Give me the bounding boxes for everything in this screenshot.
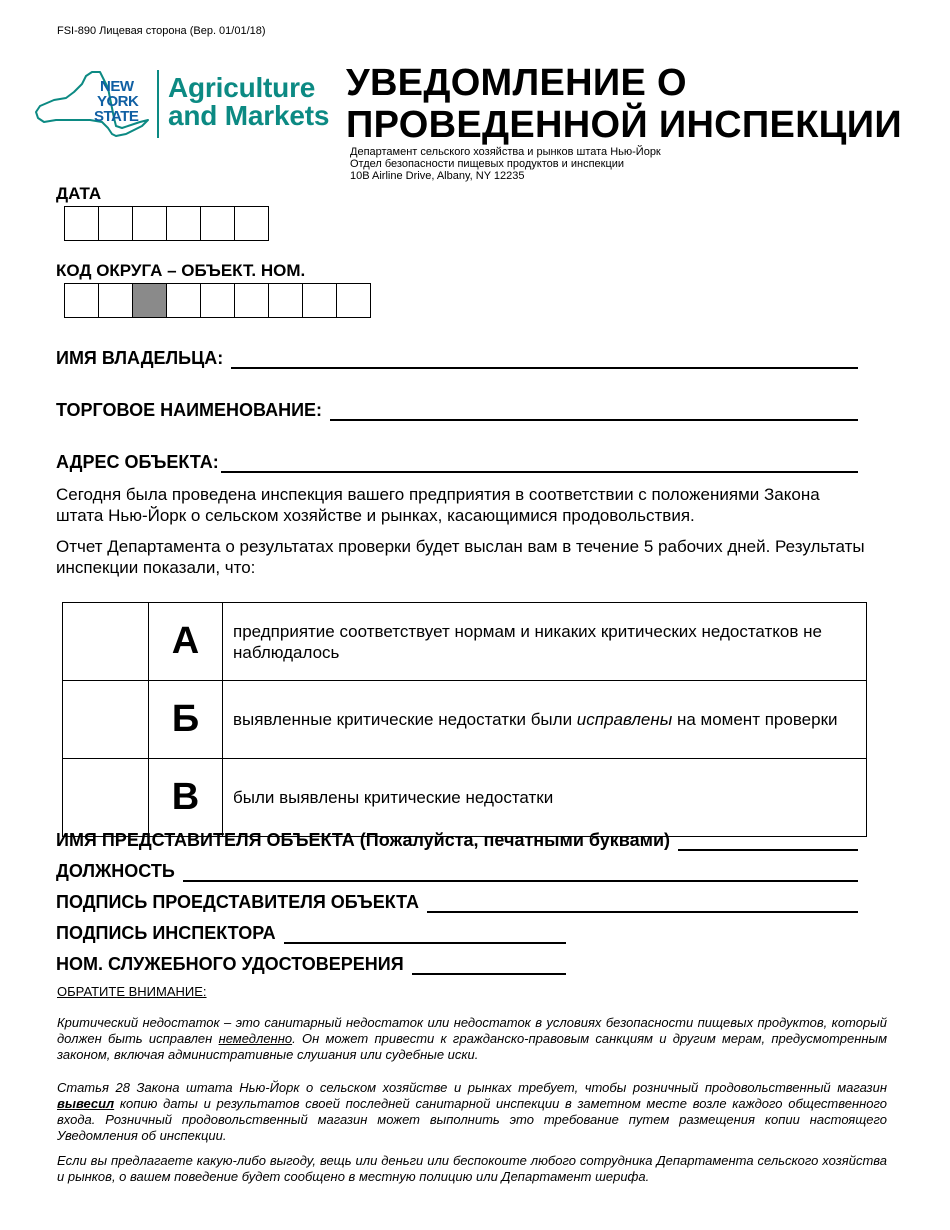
notice-p1-b: . Он может привести к гражданско-правовым санкциям и другим мерам, предусмотренным законом, включая административные слушания или судебные иски. <box>57 1031 887 1062</box>
intro-paragraph-2: Отчет Департамента о результатах проверки будет выслан вам в течение 5 рабочих дней. Результаты инспекции показали, что: <box>56 537 865 577</box>
result-text-a: предприятие соответствует нормам и никаких критических недостатков не наблюдалось <box>223 603 867 681</box>
notice-p2-bold-underline: вывесил <box>57 1096 115 1111</box>
result-text-b-italic: исправлены <box>576 710 673 729</box>
county-code-box[interactable] <box>166 283 201 318</box>
agency-line-2: and Markets <box>168 100 330 131</box>
id-number-field <box>56 954 566 975</box>
notice-paragraph-1 <box>57 1015 887 1063</box>
date-box[interactable] <box>132 206 167 241</box>
county-code-box[interactable] <box>302 283 337 318</box>
owner-name-line[interactable] <box>231 351 858 369</box>
result-text-b-before: выявленные критические недостатки были <box>233 710 577 729</box>
county-code-box[interactable] <box>336 283 371 318</box>
page-title <box>346 62 902 146</box>
title-line-2: ПРОВЕДЕННОЙ ИНСПЕКЦИИ <box>346 104 902 146</box>
rep-name-label: ИМЯ ПРЕДСТАВИТЕЛЯ ОБЪЕКТА (Пожалуйста, печатными буквами) <box>56 830 671 850</box>
date-box[interactable] <box>200 206 235 241</box>
result-check-cell-b[interactable] <box>63 681 149 759</box>
trade-name-field <box>56 400 858 421</box>
result-letter-b: Б <box>149 681 223 759</box>
facility-address-field <box>56 452 858 473</box>
date-boxes <box>64 206 269 241</box>
date-label: ДАТА <box>56 184 102 203</box>
title-line[interactable] <box>183 866 858 882</box>
department-address <box>350 146 661 182</box>
result-check-cell-v[interactable] <box>63 759 149 837</box>
date-box[interactable] <box>98 206 133 241</box>
title-line-1: УВЕДОМЛЕНИЕ О <box>346 62 687 104</box>
trade-name-line[interactable] <box>330 403 858 421</box>
inspector-signature-field <box>56 923 566 944</box>
intro-paragraph-1: Сегодня была проведена инспекция вашего предприятия в соответствии с положениями Закона штата Нью-Йорк о сельском хозяйстве и рынках, касающимися продовольствия. <box>56 485 820 525</box>
county-code-box[interactable] <box>98 283 133 318</box>
county-code-separator-box <box>132 283 167 318</box>
result-row-b <box>63 681 867 759</box>
nys-line-state: STATE <box>94 108 139 125</box>
new-york-state-map-icon <box>30 66 160 146</box>
form-code: FSI-890 Лицевая сторона (Вер. 01/01/18) <box>57 25 266 37</box>
notice-p2-b: копию даты и результатов своей последней санитарной инспекции в заметном месте возле каждого общественного входа. Розничный продовольственный магазин может выполнить это требование путем размещения копии настоящего Уведомления об инспекции. <box>57 1096 887 1143</box>
rep-signature-field <box>56 892 858 913</box>
nys-line-new: NEW <box>100 78 134 95</box>
dept-line-1: Департамент сельского хозяйства и рынков штата Нью-Йорк <box>350 146 661 158</box>
rep-signature-line[interactable] <box>427 897 858 913</box>
result-text-v: были выявлены критические недостатки <box>223 759 867 837</box>
date-box[interactable] <box>234 206 269 241</box>
id-number-label: НОМ. СЛУЖЕБНОГО УДОСТОВЕРЕНИЯ <box>56 954 404 974</box>
county-code-box[interactable] <box>268 283 303 318</box>
facility-address-label: АДРЕС ОБЪЕКТА: <box>56 452 219 472</box>
rep-name-field <box>56 830 858 851</box>
result-check-cell-a[interactable] <box>63 603 149 681</box>
dept-line-3: 10B Airline Drive, Albany, NY 12235 <box>350 170 525 182</box>
notice-p2-a: Статья 28 Закона штата Нью-Йорк о сельском хозяйстве и рынках требует, чтобы розничный продовольственный магазин <box>57 1080 887 1095</box>
county-code-label: КОД ОКРУГА – ОБЪЕКТ. НОМ. <box>56 261 306 280</box>
result-row-a <box>63 603 867 681</box>
inspector-signature-line[interactable] <box>284 928 566 944</box>
title-label: ДОЛЖНОСТЬ <box>56 861 175 881</box>
logo-divider <box>157 70 159 138</box>
nys-wordmark <box>94 78 139 125</box>
county-code-boxes <box>64 283 371 318</box>
id-number-line[interactable] <box>412 959 566 975</box>
dept-line-2: Отдел безопасности пищевых продуктов и инспекции <box>350 158 625 170</box>
notice-p1-underline: немедленно <box>218 1031 293 1046</box>
result-text-b-after: на момент проверки <box>672 710 838 729</box>
notice-p1-a: Критический недостаток – это санитарный недостаток или недостаток в условиях безопасности пищевых продуктов, который должен быть исправлен <box>57 1015 887 1046</box>
county-code-box[interactable] <box>64 283 99 318</box>
result-text-b <box>223 681 867 759</box>
facility-address-line[interactable] <box>221 455 858 473</box>
county-code-box[interactable] <box>234 283 269 318</box>
notice-paragraph-2 <box>57 1080 887 1144</box>
rep-signature-label: ПОДПИСЬ ПРОЕДСТАВИТЕЛЯ ОБЪЕКТА <box>56 892 419 912</box>
notice-paragraph-3: Если вы предлагаете какую-либо выгоду, вещь или деньги или беспокоите любого сотрудника Департамента сельского хозяйства и рынков, о вашем поведение будет сообщено в местную полицию или Департамент шерифа. <box>57 1153 887 1184</box>
result-letter-v: В <box>149 759 223 837</box>
owner-name-field <box>56 348 858 369</box>
result-row-v <box>63 759 867 837</box>
notice-title: ОБРАТИТЕ ВНИМАНИЕ: <box>57 984 207 999</box>
owner-name-label: ИМЯ ВЛАДЕЛЬЦА: <box>56 348 224 368</box>
date-box[interactable] <box>166 206 201 241</box>
inspector-signature-label: ПОДПИСЬ ИНСПЕКТОРА <box>56 923 276 943</box>
result-letter-a: А <box>149 603 223 681</box>
agency-line-1: Agriculture <box>168 72 316 103</box>
rep-name-line[interactable] <box>678 835 858 851</box>
title-field <box>56 861 858 882</box>
agency-wordmark <box>168 74 329 130</box>
trade-name-label: ТОРГОВОЕ НАИМЕНОВАНИЕ: <box>56 400 323 420</box>
date-box[interactable] <box>64 206 99 241</box>
county-code-box[interactable] <box>200 283 235 318</box>
nys-line-york: YORK <box>97 93 139 110</box>
results-table <box>62 602 867 837</box>
